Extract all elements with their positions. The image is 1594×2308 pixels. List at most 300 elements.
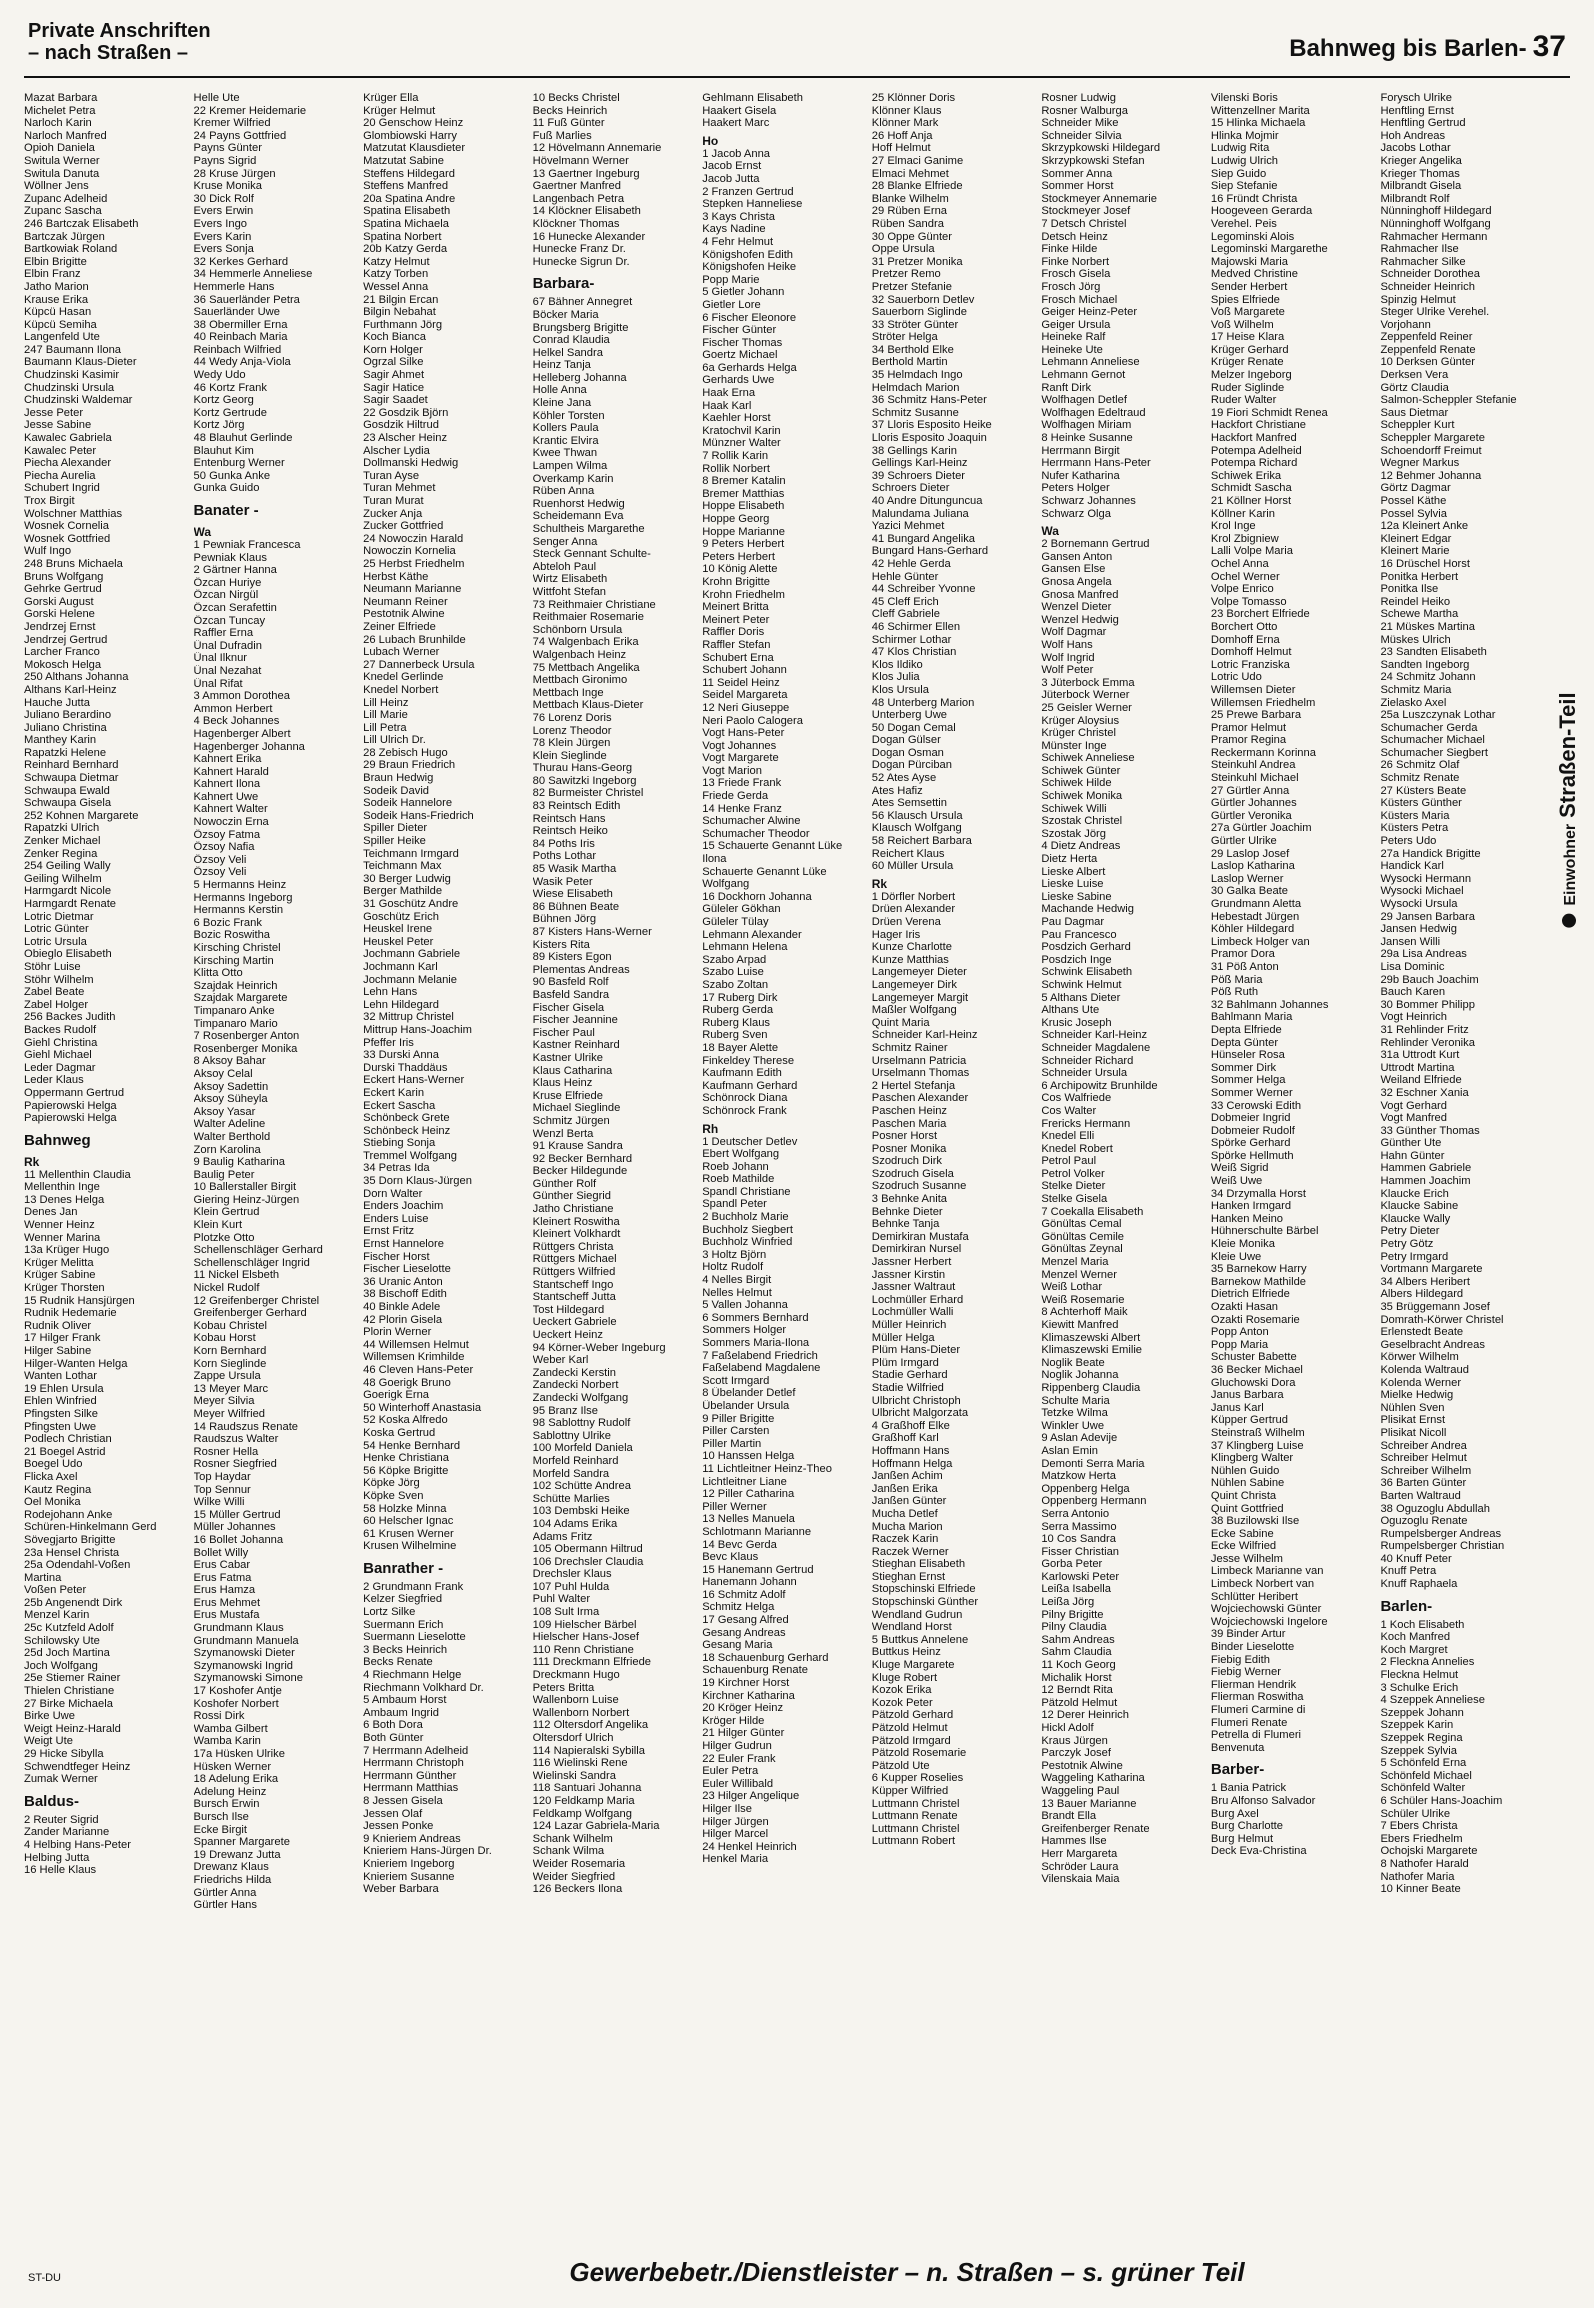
resident-entry: Juliano Christina: [24, 721, 107, 734]
resident-entry: Wysocki Michael: [1380, 885, 1464, 898]
resident-entry: 10 Becks Christel: [532, 92, 620, 104]
resident-entry: Bevc Klaus: [702, 1551, 759, 1564]
resident-entry: Drewanz Klaus: [193, 1861, 269, 1874]
resident-entry: Kleinert Volkhardt: [532, 1228, 621, 1241]
resident-entry: Bruns Wolfgang: [24, 570, 104, 583]
resident-entry: Wolfgang: [702, 878, 750, 891]
resident-entry: 27a Handick Brigitte: [1380, 847, 1481, 860]
resident-entry: Königshofen Edith: [702, 248, 794, 261]
resident-entry: Burg Axel: [1210, 1807, 1259, 1820]
resident-entry: Lehmann Helena: [702, 941, 788, 954]
resident-entry: Szostak Jörg: [1041, 827, 1106, 840]
resident-entry: Gönültas Cemile: [1041, 1230, 1125, 1243]
resident-entry: Deck Eva-Christina: [1210, 1845, 1307, 1858]
resident-entry: Schellenschläger Gerhard: [193, 1244, 323, 1257]
resident-entry: Hemmerle Hans: [193, 280, 275, 293]
street-range-title: [1289, 30, 1566, 64]
resident-entry: Lotric Dietmar: [24, 910, 94, 923]
resident-entry: Özsoy Veli: [193, 853, 247, 866]
resident-entry: 75 Mettbach Angelika: [532, 661, 640, 674]
resident-entry: 100 Morfeld Daniela: [532, 1442, 633, 1455]
resident-entry: Spatina Elisabeth: [363, 205, 451, 218]
resident-entry: Finkeldey Therese: [702, 1054, 795, 1067]
resident-entry: Walter Adeline: [193, 1118, 266, 1131]
resident-entry: 5 Gietler Johann: [702, 286, 785, 299]
resident-entry: 34 Berthold Elke: [871, 343, 954, 356]
resident-entry: Spörke Hellmuth: [1210, 1149, 1294, 1162]
resident-entry: Schröder Laura: [1041, 1860, 1119, 1873]
resident-entry: Harmgardt Renate: [24, 898, 117, 910]
resident-entry: Ammon Herbert: [193, 702, 273, 715]
resident-entry: Janus Karl: [1210, 1401, 1264, 1414]
resident-entry: 58 Holzke Minna: [363, 1502, 447, 1515]
resident-entry: 67 Bähner Annegret: [532, 296, 633, 309]
resident-entry: Zumak Werner: [24, 1773, 98, 1786]
resident-entry: Hermanns Kerstin: [193, 904, 284, 917]
resident-entry: 6 Fischer Eleonore: [702, 311, 797, 324]
resident-entry: Wendland Gudrun: [871, 1608, 963, 1621]
resident-entry: Reichert Klaus: [871, 847, 945, 860]
resident-entry: 31a Uttrodt Kurt: [1380, 1049, 1460, 1062]
resident-entry: 11 Mellenthin Claudia: [24, 1168, 131, 1181]
resident-entry: 38 Obermiller Erna: [193, 318, 288, 331]
resident-entry: 10 Cos Sandra: [1041, 1533, 1116, 1546]
resident-entry: Bozic Roswitha: [193, 929, 271, 942]
resident-entry: Quint Christa: [1210, 1489, 1277, 1502]
resident-entry: 12 Neri Giuseppe: [702, 701, 790, 714]
resident-entry: Domhoff Helmut: [1210, 646, 1292, 659]
resident-entry: 7 Rollik Karin: [702, 450, 769, 463]
resident-entry: Kawalec Gabriela: [24, 432, 112, 445]
resident-entry: Körwer Wilhelm: [1380, 1351, 1459, 1364]
resident-entry: Schönbeck Heinz: [363, 1124, 451, 1137]
resident-entry: Jassner Herbert: [871, 1256, 952, 1269]
resident-entry: Serra Antonio: [1041, 1507, 1110, 1520]
resident-entry: Switula Werner: [24, 154, 100, 167]
resident-entry: 25e Stiemer Rainer: [24, 1672, 121, 1685]
resident-entry: Demirkiran Mustafa: [871, 1230, 969, 1243]
resident-entry: Trox Birgit: [24, 495, 75, 507]
resident-entry: Kobau Horst: [193, 1332, 256, 1345]
resident-entry: 112 Oltersdorf Angelika: [532, 1719, 649, 1732]
resident-entry: Janßen Günter: [871, 1495, 947, 1508]
resident-entry: Kelzer Siegfried: [363, 1593, 443, 1606]
resident-entry: Reintsch Heiko: [532, 825, 608, 838]
resident-entry: Baumann Klaus-Dieter: [24, 356, 137, 369]
resident-entry: Klaus Heinz: [532, 1077, 593, 1090]
resident-entry: Ströter Helga: [871, 331, 938, 344]
resident-entry: Ruder Siglinde: [1210, 381, 1285, 394]
resident-entry: Pramor Helmut: [1210, 721, 1287, 734]
resident-entry: Weber Barbara: [363, 1883, 439, 1896]
resident-entry: 2 Hertel Stefanja: [871, 1079, 956, 1092]
resident-entry: Baulig Peter: [193, 1168, 255, 1181]
resident-entry: Alscher Lydia: [363, 444, 430, 457]
resident-entry: Domhoff Erna: [1210, 633, 1280, 646]
resident-entry: Lehmann Anneliese: [1041, 356, 1140, 369]
resident-entry: Klingberg Walter: [1210, 1452, 1294, 1465]
resident-entry: 2 Fleckna Annelies: [1380, 1656, 1475, 1669]
resident-entry: Althans Karl-Heinz: [24, 683, 117, 696]
resident-entry: 3 Kays Christa: [702, 210, 775, 223]
resident-entry: Becks Renate: [363, 1656, 433, 1669]
resident-entry: Kluge Robert: [871, 1671, 938, 1684]
resident-entry: Aksoy Yasar: [193, 1105, 256, 1118]
resident-entry: Laslop Katharina: [1210, 860, 1295, 873]
resident-entry: Mettbach Klaus-Dieter: [532, 699, 644, 712]
resident-entry: Uttrodt Martina: [1380, 1061, 1455, 1074]
resident-entry: Pilny Brigitte: [1041, 1608, 1104, 1621]
resident-entry: Forysch Ulrike: [1380, 92, 1452, 104]
resident-entry: Popp Anton: [1210, 1326, 1269, 1339]
resident-entry: 36 Schmitz Hans-Peter: [871, 394, 987, 407]
resident-entry: Pöß Maria: [1210, 973, 1263, 986]
resident-entry: Fischer Paul: [532, 1026, 595, 1039]
resident-entry: Hoh Andreas: [1380, 129, 1446, 142]
resident-entry: Rumpelsberger Andreas: [1380, 1527, 1502, 1540]
resident-entry: Herr Margareta: [1041, 1847, 1118, 1860]
resident-entry: Tost Hildegard: [532, 1303, 605, 1316]
resident-entry: Wojciechowski Günter: [1210, 1603, 1322, 1616]
district-code: Rh: [702, 1121, 719, 1136]
resident-entry: Zupanc Adelheid: [24, 192, 108, 205]
directory-column: [702, 92, 866, 2242]
resident-entry: Vogt Gerhard: [1380, 1099, 1447, 1112]
resident-entry: Elbin Franz: [24, 268, 81, 281]
resident-entry: Schiwek Erika: [1210, 469, 1282, 482]
resident-entry: Lochmüller Erhard: [871, 1293, 964, 1306]
resident-entry: Possel Sylvia: [1380, 507, 1447, 520]
resident-entry: Ueckert Gabriele: [532, 1316, 617, 1329]
resident-entry: 40 Binkle Adele: [363, 1301, 441, 1313]
resident-entry: Gorski August: [24, 595, 94, 608]
resident-entry: 24 Payns Gottfried: [193, 129, 287, 142]
resident-entry: Limbeck Holger van: [1210, 935, 1310, 948]
resident-entry: Sandten Ingeborg: [1380, 658, 1470, 671]
resident-entry: Krüger Melitta: [24, 1256, 94, 1269]
resident-entry: Milbrandt Gisela: [1380, 180, 1462, 193]
resident-entry: Siep Stefanie: [1210, 180, 1278, 193]
district-code: Rk: [871, 876, 888, 891]
resident-entry: Schiwek Günter: [1041, 764, 1121, 777]
resident-entry: Lill Heinz: [363, 696, 409, 709]
resident-entry: Hünseler Rosa: [1210, 1049, 1285, 1062]
district-code: Wa: [1041, 524, 1059, 539]
resident-entry: Hoppe Elisabeth: [702, 500, 785, 513]
resident-entry: Wedy Udo: [193, 369, 246, 382]
resident-entry: Turan Murat: [363, 495, 424, 507]
resident-entry: Schuster Babette: [1210, 1351, 1297, 1364]
resident-entry: Schumacher Alwine: [702, 815, 801, 828]
directory-column: [533, 92, 697, 2242]
resident-entry: Rüttgers Michael: [532, 1253, 617, 1266]
resident-entry: Stieghan Ernst: [871, 1570, 946, 1583]
resident-entry: 42 Hehle Gerda: [871, 557, 951, 570]
resident-entry: 5 Buttkus Annelene: [871, 1633, 969, 1646]
resident-entry: Hühnerschulte Bärbel: [1210, 1225, 1319, 1238]
resident-entry: Knedel Gerlinde: [363, 671, 444, 684]
resident-entry: Küpper Wilfried: [871, 1784, 949, 1797]
resident-entry: Menzel Werner: [1041, 1268, 1117, 1281]
resident-entry: Schmitz Susanne: [871, 406, 959, 419]
resident-entry: Jansen Hedwig: [1380, 923, 1457, 936]
resident-entry: Zeppenfeld Renate: [1380, 343, 1476, 356]
resident-entry: Popp Marie: [702, 273, 760, 286]
resident-entry: Voß Margarete: [1210, 306, 1285, 319]
resident-entry: Klos Ursula: [871, 683, 929, 696]
resident-entry: Maßler Wolfgang: [871, 1004, 957, 1017]
resident-entry: Giehl Christina: [24, 1036, 98, 1049]
resident-entry: Gürtler Anna: [193, 1886, 257, 1899]
resident-entry: 34 Drzymalla Horst: [1210, 1187, 1306, 1200]
resident-entry: Ates Hafiz: [871, 784, 923, 797]
resident-entry: Kleine Jana: [532, 397, 592, 410]
resident-entry: Fischer Thomas: [702, 336, 783, 349]
resident-entry: Geiling Wilhelm: [24, 872, 102, 885]
resident-entry: Cos Walfriede: [1041, 1092, 1112, 1105]
resident-entry: 11 Lichtleitner Heinz-Theo: [702, 1462, 832, 1475]
resident-entry: Evers Erwin: [193, 205, 254, 218]
resident-entry: 19 Drewanz Jutta: [193, 1848, 281, 1861]
resident-entry: Lalli Volpe Maria: [1210, 545, 1293, 558]
resident-entry: Pretzer Stefanie: [871, 280, 952, 293]
resident-entry: 7 Herrmann Adelheid: [363, 1744, 469, 1757]
resident-entry: Özsoy Fatma: [193, 828, 261, 841]
resident-entry: 19 Kirchner Horst: [702, 1677, 790, 1690]
resident-entry: Willemsen Dieter: [1210, 683, 1296, 696]
resident-entry: Vogt Manfred: [1380, 1112, 1447, 1125]
resident-entry: Wojciechowski Ingelore: [1210, 1615, 1328, 1628]
resident-entry: Wenzel Dieter: [1041, 601, 1112, 614]
resident-entry: Drüen Verena: [871, 916, 941, 928]
resident-entry: Raudszus Walter: [193, 1433, 279, 1446]
resident-entry: Wendland Horst: [871, 1621, 952, 1634]
resident-entry: Krantic Elvira: [532, 434, 599, 447]
resident-entry: Adams Fritz: [532, 1530, 593, 1543]
resident-entry: 12 Hövelmann Annemarie: [532, 142, 662, 155]
resident-entry: Gönültas Cemal: [1041, 1218, 1122, 1231]
resident-entry: Schwink Helmut: [1041, 978, 1122, 991]
resident-entry: Klaus Catharina: [532, 1064, 613, 1077]
resident-entry: 20b Katzy Gerda: [363, 243, 448, 256]
resident-entry: Ünal Nezahat: [193, 664, 262, 677]
resident-entry: Ecke Wilfried: [1210, 1540, 1277, 1553]
resident-entry: 12 Derer Heinrich: [1041, 1709, 1129, 1722]
resident-entry: 111 Dreckmann Elfriede: [532, 1656, 652, 1669]
resident-entry: 33 Ströter Günter: [871, 318, 959, 331]
resident-entry: 5 Althans Dieter: [1041, 991, 1121, 1004]
resident-entry: 116 Wielinski Rene: [532, 1757, 628, 1770]
resident-entry: 12 Berndt Rita: [1041, 1684, 1113, 1697]
resident-entry: Rippenberg Claudia: [1041, 1381, 1141, 1394]
resident-entry: Popp Maria: [1210, 1338, 1269, 1351]
resident-entry: Reinbach Wilfried: [193, 343, 282, 356]
resident-entry: Dogan Osman: [871, 746, 944, 759]
resident-entry: 38 Bischoff Edith: [363, 1288, 447, 1301]
resident-entry: Wiese Elisabeth: [532, 888, 613, 901]
resident-entry: Winkler Uwe: [1041, 1419, 1105, 1432]
resident-entry: Dobmeier Rudolf: [1210, 1124, 1295, 1137]
resident-entry: 21 Bilgin Ercan: [363, 293, 439, 306]
resident-entry: Wolf Hans: [1041, 638, 1093, 651]
resident-entry: 106 Drechsler Claudia: [532, 1555, 644, 1568]
resident-entry: 2 Buchholz Marie: [702, 1211, 789, 1224]
resident-entry: Rosner Walburga: [1041, 104, 1128, 117]
resident-entry: Willemsen Krimhilde: [363, 1351, 465, 1364]
resident-entry: Mazat Barbara: [24, 92, 98, 104]
resident-entry: Bursch Erwin: [193, 1798, 260, 1811]
resident-entry: Rosner Ludwig: [1041, 92, 1116, 104]
resident-entry: Hammes Ilse: [1041, 1835, 1107, 1848]
resident-entry: Michael Sieglinde: [532, 1102, 621, 1115]
resident-entry: Raffler Stefan: [702, 638, 771, 651]
resident-entry: Ponitka Ilse: [1380, 583, 1439, 596]
resident-entry: Küsters Günther: [1380, 797, 1462, 810]
resident-entry: Derksen Vera: [1380, 369, 1449, 382]
resident-entry: 27 Dannerbeck Ursula: [363, 658, 475, 671]
resident-entry: Verehel. Peis: [1210, 217, 1277, 230]
resident-entry: Vogt Margarete: [702, 752, 779, 765]
resident-entry: Katzy Helmut: [363, 255, 430, 268]
resident-entry: Übelander Ursula: [702, 1399, 790, 1412]
resident-entry: 21 Boegel Astrid: [24, 1445, 106, 1458]
resident-entry: Luttmann Renate: [871, 1810, 958, 1823]
resident-entry: Michalik Horst: [1041, 1671, 1112, 1684]
resident-entry: Fiebig Werner: [1210, 1666, 1281, 1679]
directory-column: [872, 92, 1036, 2242]
resident-entry: Flierman Roswitha: [1210, 1691, 1304, 1704]
resident-entry: Ernst Hannelore: [363, 1238, 444, 1251]
resident-entry: Kruse Elfriede: [532, 1089, 603, 1102]
resident-entry: Fleckna Helmut: [1380, 1669, 1459, 1682]
resident-entry: 254 Geiling Wally: [24, 860, 111, 873]
resident-entry: Schneider Karl-Heinz: [871, 1029, 978, 1042]
resident-entry: Heinz Tanja: [532, 359, 591, 372]
resident-entry: 89 Kisters Egon: [532, 951, 612, 964]
resident-entry: 246 Bartczak Elisabeth: [24, 217, 139, 230]
resident-entry: Paschen Heinz: [871, 1104, 948, 1117]
resident-entry: Kaufmann Gerhard: [702, 1079, 798, 1092]
resident-entry: Schönrock Diana: [702, 1092, 788, 1105]
resident-entry: 15 Hlinka Michaela: [1210, 117, 1306, 130]
resident-entry: Weiß Rosemarie: [1041, 1293, 1125, 1306]
resident-entry: Klos Julia: [871, 671, 920, 684]
resident-entry: Klein Kurt: [193, 1219, 243, 1232]
resident-entry: 248 Bruns Michaela: [24, 557, 123, 570]
resident-entry: Wulf Ingo: [24, 545, 72, 558]
resident-entry: Braun Hedwig: [363, 772, 434, 785]
resident-entry: Giering Heinz-Jürgen: [193, 1193, 300, 1206]
resident-entry: Hammen Joachim: [1380, 1175, 1471, 1188]
resident-entry: 109 Hielscher Bärbel: [532, 1618, 637, 1631]
resident-entry: Medved Christine: [1210, 268, 1298, 281]
resident-entry: 5 Ambaum Horst: [363, 1694, 447, 1707]
resident-entry: 13 Bauer Marianne: [1041, 1797, 1137, 1810]
resident-entry: Schiwek Monika: [1041, 790, 1123, 803]
resident-entry: 4 Fehr Helmut: [702, 235, 774, 248]
resident-entry: Korn Holger: [363, 343, 423, 356]
resident-entry: Szeppek Karin: [1380, 1719, 1454, 1732]
resident-entry: Oltersdorf Ulrich: [532, 1732, 614, 1744]
resident-entry: Ochel Werner: [1210, 570, 1280, 583]
resident-entry: Wegner Markus: [1380, 457, 1460, 470]
resident-entry: 105 Obermann Hiltrud: [532, 1543, 643, 1556]
resident-entry: 37 Lloris Esposito Heike: [871, 419, 992, 432]
resident-entry: Kremer Wilfried: [193, 117, 271, 130]
resident-entry: 31 Goschütz Andre: [363, 898, 459, 910]
resident-entry: Nowoczin Kornelia: [363, 545, 456, 558]
resident-entry: Peters Holger: [1041, 482, 1110, 495]
resident-entry: Fischer Jeannine: [532, 1014, 618, 1027]
resident-entry: Vortmann Margarete: [1380, 1263, 1483, 1276]
resident-entry: Petrella di Flumeri: [1210, 1729, 1302, 1742]
resident-entry: Luttmann Christel: [871, 1822, 960, 1835]
resident-entry: Schubert Ingrid: [24, 482, 100, 495]
resident-entry: Knieriem Hans-Jürgen Dr.: [363, 1845, 492, 1858]
resident-entry: Pfingsten Uwe: [24, 1420, 97, 1433]
resident-entry: 126 Beckers Ilona: [532, 1883, 623, 1896]
resident-entry: 6 Schüler Hans-Joachim: [1380, 1794, 1503, 1807]
resident-entry: Behnke Tanja: [871, 1218, 940, 1231]
resident-entry: 10 Derksen Günter: [1380, 356, 1475, 369]
resident-entry: Machande Hedwig: [1041, 903, 1134, 916]
resident-entry: 1 Dörfler Norbert: [871, 890, 956, 903]
page-header: [24, 18, 1570, 78]
resident-entry: 17 Hilger Frank: [24, 1332, 101, 1345]
resident-entry: Klitta Otto: [193, 967, 243, 980]
resident-entry: Knuff Raphaela: [1380, 1578, 1458, 1591]
resident-entry: 82 Burmeister Christel: [532, 787, 644, 800]
resident-entry: Szodruch Gisela: [871, 1167, 954, 1180]
resident-entry: 23 Alscher Heinz: [363, 432, 448, 445]
resident-entry: Melzer Ingeborg: [1210, 369, 1292, 382]
resident-entry: 25d Joch Martina: [24, 1647, 110, 1660]
resident-entry: Lochmüller Walli: [871, 1306, 954, 1319]
resident-entry: Ponitka Herbert: [1380, 570, 1459, 583]
resident-entry: Durski Thaddäus: [363, 1061, 448, 1074]
resident-entry: Bilgin Nebahat: [363, 306, 436, 319]
resident-entry: Stieghan Elisabeth: [871, 1558, 966, 1571]
resident-entry: Sauerborn Siglinde: [871, 306, 967, 319]
resident-entry: 26 Hoff Anja: [871, 129, 933, 142]
resident-entry: Lieske Albert: [1041, 865, 1106, 878]
footer-banner: Gewerbebetr./Dienstleister – n. Straßen – s. grüner Teil: [569, 2257, 1245, 2287]
resident-entry: 7 Rosenberger Anton: [193, 1030, 300, 1043]
resident-entry: Heuskel Irene: [363, 923, 433, 936]
resident-entry: Harmgardt Nicole: [24, 885, 112, 898]
section-title-line1: Private Anschriften: [28, 20, 211, 42]
resident-entry: 58 Reichert Barbara: [871, 835, 972, 848]
resident-entry: Ehlen Winfried: [24, 1395, 97, 1408]
resident-entry: Karlowski Peter: [1041, 1570, 1120, 1583]
resident-entry: Mucha Detlef: [871, 1507, 938, 1520]
resident-entry: 56 Köpke Brigitte: [363, 1464, 449, 1477]
resident-entry: Janßen Achim: [871, 1470, 943, 1483]
resident-entry: Henke Christiana: [363, 1452, 449, 1465]
resident-entry: 25 Prewe Barbara: [1210, 709, 1302, 722]
resident-entry: Münzner Walter: [702, 437, 781, 450]
resident-entry: Oppe Ursula: [871, 243, 935, 256]
resident-entry: 22 Kremer Heidemarie: [193, 104, 307, 117]
resident-entry: Joch Wolfgang: [24, 1659, 98, 1672]
resident-entry: 13 Denes Helga: [24, 1193, 105, 1206]
resident-entry: Tetzke Wilma: [1041, 1407, 1108, 1420]
resident-entry: Schank Wilhelm: [532, 1832, 613, 1845]
resident-entry: Schiwek Hilde: [1041, 777, 1112, 790]
resident-entry: Narloch Manfred: [24, 129, 107, 142]
resident-entry: Stantscheff Ingo: [532, 1278, 614, 1291]
resident-entry: Denes Jan: [24, 1206, 78, 1219]
